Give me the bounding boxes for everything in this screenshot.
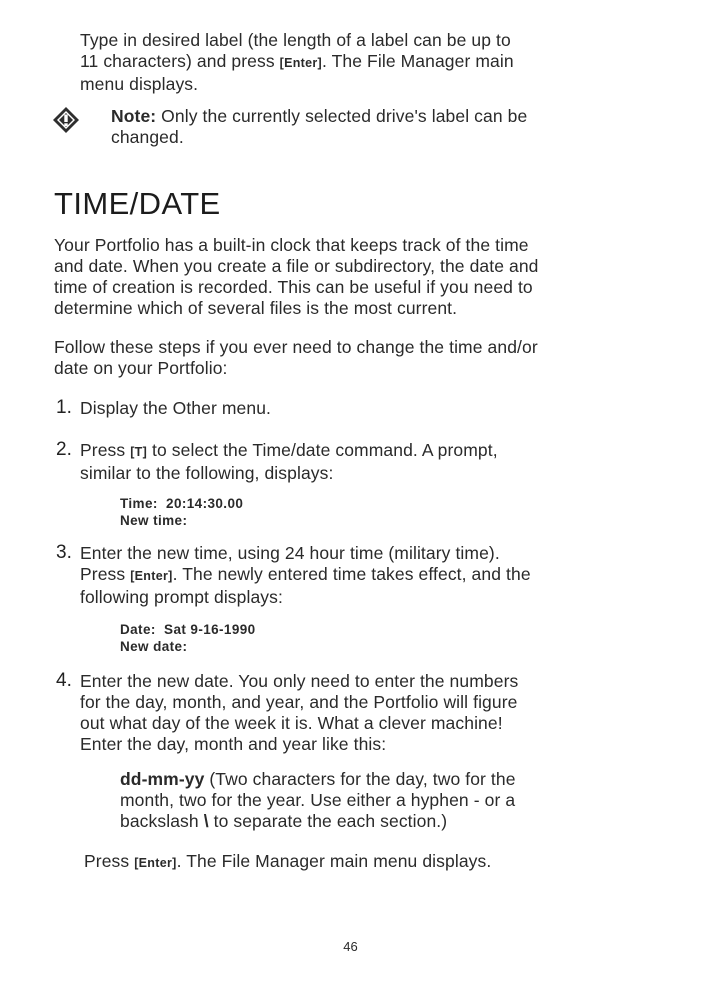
enter-key-label: [Enter] [279, 56, 323, 70]
step-line: similar to the following, displays: [80, 463, 334, 483]
body-line: determine which of several files is the most current. [54, 298, 458, 318]
step-line: following prompt displays: [80, 587, 283, 607]
t-key-label: [T] [130, 445, 148, 459]
page-number: 46 [343, 939, 358, 954]
text-span: (Two characters for the day, two for the [204, 769, 516, 789]
time-prompt [120, 495, 243, 529]
intro-line: menu displays. [80, 74, 199, 94]
diamond-exclamation-icon [52, 106, 80, 134]
text-span: Press [80, 564, 131, 584]
text-span: Press [84, 851, 135, 871]
step-line: for the day, month, and year, and the Portfolio will figure [80, 692, 518, 712]
step-line [80, 564, 531, 587]
date-format-description [120, 769, 516, 832]
format-line: month, two for the year. Use either a hyphen - or a [120, 790, 516, 810]
text-span: backslash [120, 811, 204, 831]
step-number: 3. [56, 542, 72, 563]
note-label: Note: [111, 106, 157, 126]
step-line: Enter the new time, using 24 hour time (military time). [80, 543, 500, 563]
intro-line: Type in desired label (the length of a label can be up to [80, 30, 511, 50]
prompt-line: Time: 20:14:30.00 [120, 496, 244, 511]
body-paragraph [54, 337, 538, 379]
enter-key-label: [Enter] [130, 569, 173, 583]
date-prompt [120, 621, 256, 655]
text-span: to separate the each section.) [208, 811, 448, 831]
prompt-line: New time: [120, 513, 188, 528]
text-span: . The File Manager main [322, 51, 514, 71]
note-line: changed. [111, 127, 184, 147]
step-line: Enter the new date. You only need to enter the numbers [80, 671, 519, 691]
step-number: 1. [56, 397, 72, 418]
note-line [111, 106, 527, 127]
body-line: and date. When you create a file or subdirectory, the date and [54, 256, 539, 276]
format-line [120, 769, 516, 790]
section-heading: TIME/DATE [54, 186, 221, 221]
text-span: . The newly entered time takes effect, and the [172, 564, 531, 584]
text-span: Only the currently selected drive's label can be [156, 106, 528, 126]
intro-line [80, 51, 514, 74]
closing-line [84, 851, 491, 874]
prompt-line: Date: Sat 9-16-1990 [120, 622, 256, 637]
step-text [80, 398, 271, 419]
body-line: Your Portfolio has a built-in clock that keeps track of the time [54, 235, 529, 255]
text-span: 11 characters) and press [80, 51, 280, 71]
body-line: Follow these steps if you ever need to change the time and/or [54, 337, 538, 357]
text-span: to select the Time/date command. A prompt, [147, 440, 498, 460]
enter-key-label: [Enter] [134, 856, 177, 870]
body-line: date on your Portfolio: [54, 358, 228, 378]
step-number: 2. [56, 439, 72, 460]
step-line: Enter the day, month and year like this: [80, 734, 387, 754]
step-line: Display the Other menu. [80, 398, 271, 418]
step-text [80, 671, 518, 755]
body-line: time of creation is recorded. This can be useful if you need to [54, 277, 533, 297]
note-paragraph [111, 106, 527, 148]
text-span: Press [80, 440, 131, 460]
step-line: out what day of the week it is. What a clever machine! [80, 713, 503, 733]
backslash-glyph: \ [203, 811, 209, 831]
date-format-code: dd-mm-yy [120, 769, 205, 789]
step-text [80, 543, 531, 608]
intro-paragraph [80, 30, 514, 95]
body-paragraph [54, 235, 539, 319]
closing-paragraph [84, 851, 491, 874]
text-span: . The File Manager main menu displays. [176, 851, 492, 871]
format-line [120, 811, 516, 832]
step-number: 4. [56, 670, 72, 691]
step-line [80, 440, 498, 463]
prompt-line: New date: [120, 639, 188, 654]
step-text [80, 440, 498, 484]
